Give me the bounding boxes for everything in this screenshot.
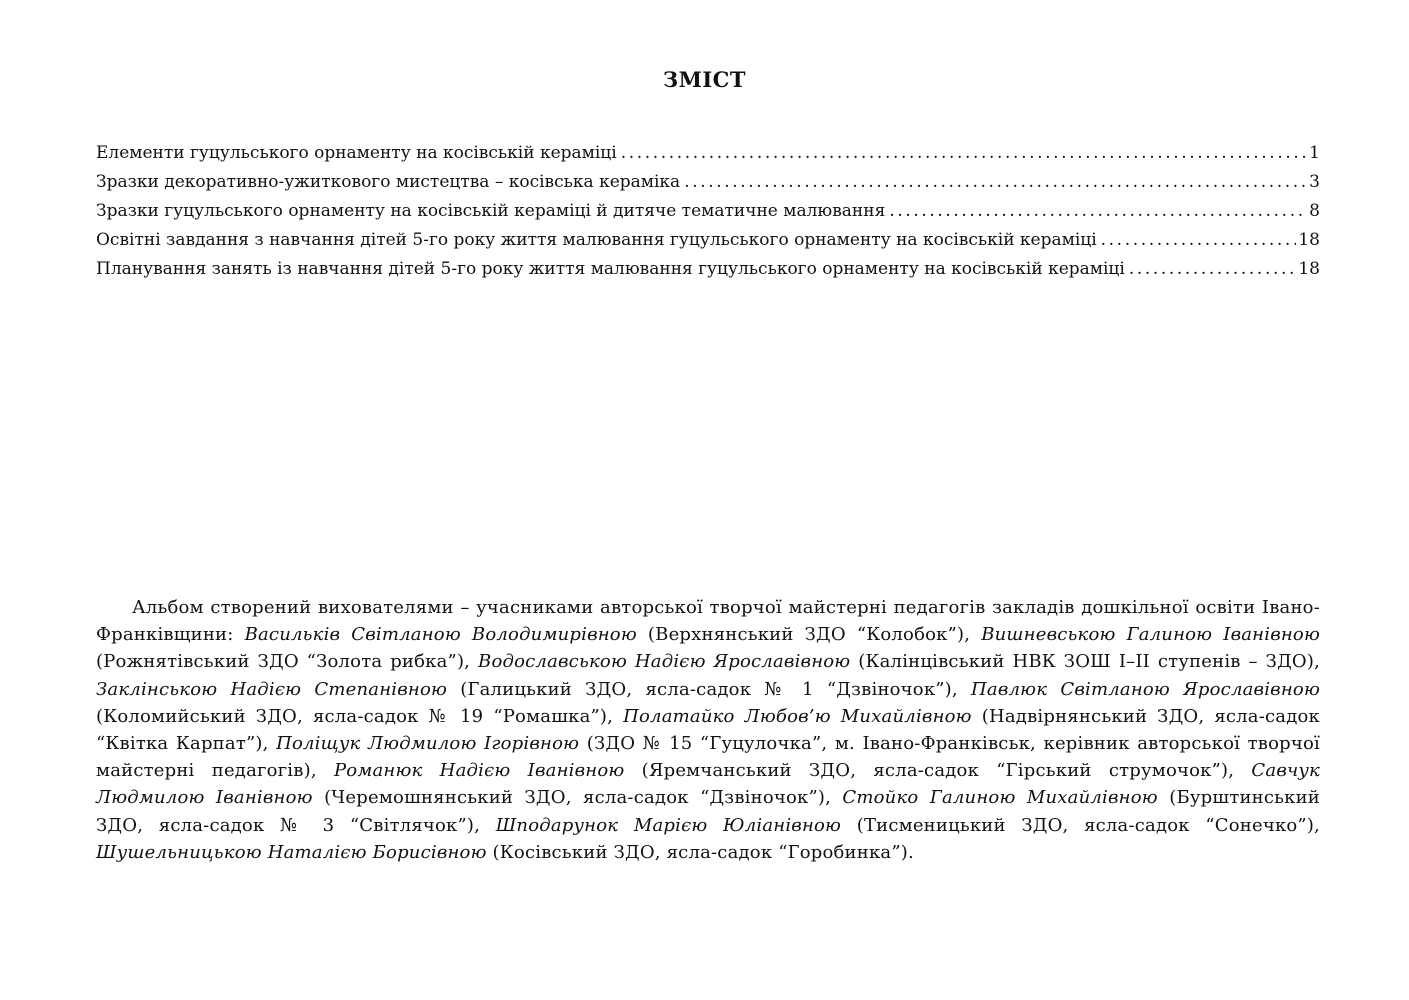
author-affiliation: (Галицький ЗДО, ясла-садок № 1 “Дзвіночок”), [447, 678, 972, 700]
author-affiliation: (Верхнянський ЗДО “Колобок”), [636, 624, 982, 646]
toc-leader-dots [1129, 259, 1297, 279]
author-name: Савчук Людмилою Іванівною [96, 760, 1320, 809]
paragraph-intro: Альбом створений вихователями – учасниками авторської творчої майстерні педагогів закладів дошкільної освіти Івано-Франківщини: [96, 597, 1320, 646]
author-name: Васильків Світланою Володимирівною [244, 624, 637, 646]
author-name: Полатайко Любов’ю Михайлівною [623, 705, 972, 727]
toc-entry-page: 1 [1309, 143, 1320, 163]
author-affiliation: (Надвірнянський ЗДО, ясла-садок “Квітка Карпат”), [96, 705, 1321, 755]
toc-entry-page: 18 [1298, 259, 1320, 279]
toc-entry[interactable] [96, 230, 1320, 259]
author-name: Павлюк Світланою Ярославівною [971, 678, 1320, 700]
page-title: ЗМІСТ [662, 67, 747, 92]
toc-entry-title: Освітні завдання з навчання дітей 5-го року життя малювання гуцульського орнаменту на косівській кераміці [96, 230, 1097, 250]
toc-leader-dots [684, 172, 1307, 192]
author-name: Заклінською Надією Степанівною [96, 678, 448, 700]
author-name: Романюк Надією Іванівною [333, 760, 625, 782]
author-affiliation: (Рожнятівський ЗДО “Золота рибка”), [96, 651, 479, 673]
toc-leader-dots [621, 143, 1307, 163]
author-affiliation: (Калінцівський НВК ЗОШ І–ІІ ступенів – ЗДО), [850, 651, 1321, 673]
toc-entry-page: 18 [1298, 230, 1320, 250]
author-affiliation: (Бурштинський ЗДО, ясла-садок № 3 “Світлячок”), [96, 787, 1320, 836]
toc-entry-title: Зразки декоративно-ужиткового мистецтва – косівська кераміка [96, 172, 681, 192]
toc-entry[interactable] [96, 172, 1320, 201]
toc-entry[interactable] [96, 201, 1320, 230]
author-affiliation: (Косівський ЗДО, ясла-садок “Горобинка”). [486, 841, 914, 863]
author-name: Вишневською Галиною Іванівною [981, 624, 1321, 646]
toc-leader-dots [889, 201, 1307, 221]
author-affiliation: (Тисменицький ЗДО, ясла-садок “Сонечко”), [841, 814, 1320, 836]
author-name: Шподарунок Марією Юліанівною [495, 814, 842, 836]
album-authors-paragraph [96, 594, 1320, 866]
toc-leader-dots [1101, 230, 1297, 250]
author-name: Поліщук Людмилою Ігорівною [276, 733, 580, 755]
toc-entry[interactable] [96, 259, 1320, 288]
toc-entry-title: Планування занять із навчання дітей 5-го року життя малювання гуцульського орнаменту на косівській кераміці [96, 259, 1125, 279]
toc-entry-title: Зразки гуцульського орнаменту на косівській кераміці й дитяче тематичне малювання [96, 201, 886, 221]
author-affiliation: (Яремчанський ЗДО, ясла-садок “Гірський струмочок”), [624, 760, 1252, 782]
author-name: Водославською Надією Ярославівною [478, 651, 851, 673]
toc-entry[interactable] [96, 143, 1320, 172]
table-of-contents [96, 143, 1320, 288]
author-affiliation: (Черемошнянський ЗДО, ясла-садок “Дзвіночок”), [312, 787, 843, 809]
author-name: Шушельницькою Наталією Борисівною [96, 841, 487, 863]
author-name: Стойко Галиною Михайлівною [842, 787, 1158, 809]
toc-entry-title: Елементи гуцульського орнаменту на косівській кераміці [96, 143, 617, 163]
author-affiliation: (Коломийський ЗДО, ясла-садок № 19 “Ромашка”), [96, 705, 624, 727]
toc-entry-page: 3 [1309, 172, 1320, 192]
author-affiliation: (ЗДО № 15 “Гуцулочка”, м. Івано-Франківськ, керівник авторської творчої майстерні педагогів), [96, 733, 1320, 782]
toc-entry-page: 8 [1309, 201, 1320, 221]
